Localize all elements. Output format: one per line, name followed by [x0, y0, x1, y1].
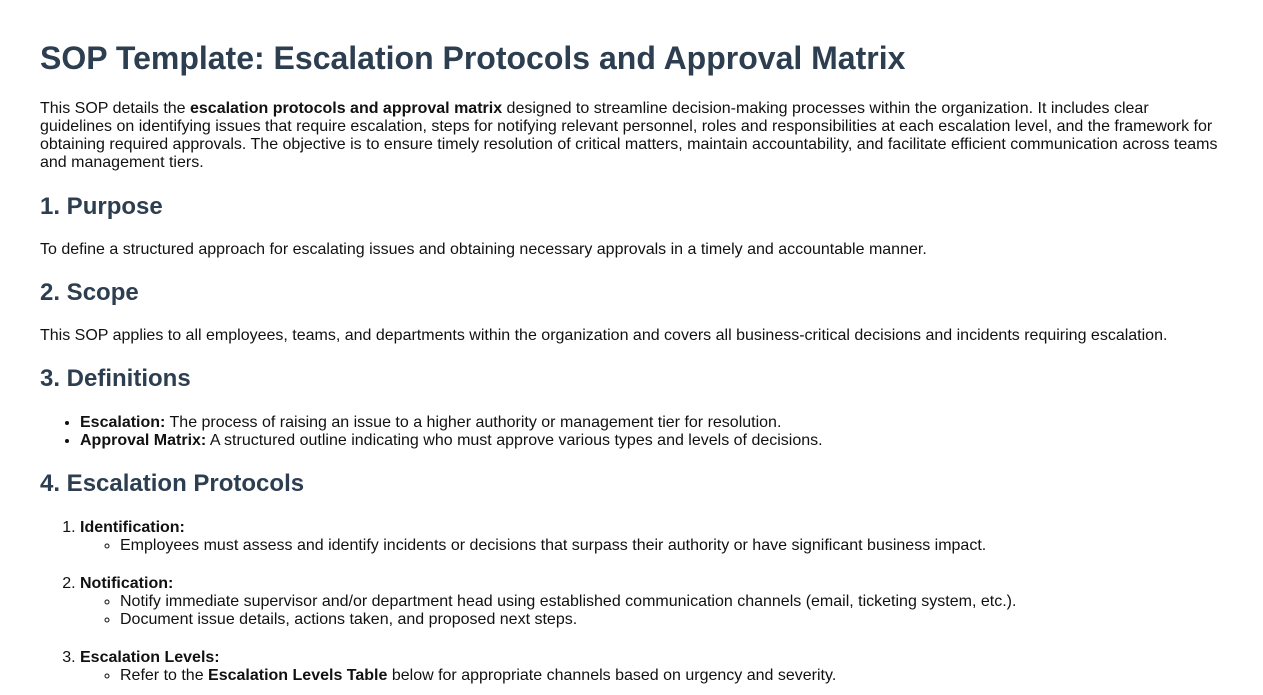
purpose-heading: 1. Purpose	[40, 193, 163, 220]
protocol-title: Escalation Levels:	[80, 649, 220, 666]
definitions-list	[40, 414, 1223, 450]
intro-bold-phrase: escalation protocols and approval matrix	[190, 100, 503, 117]
protocol-sublist	[80, 593, 1223, 629]
protocol-item-identification	[80, 519, 1223, 555]
definition-text: The process of raising an issue to a higher authority or management tier for resolution.	[165, 414, 782, 431]
protocol-item-escalation-levels	[80, 649, 1223, 685]
protocol-title: Identification:	[80, 519, 185, 536]
protocol-subitem: ◦ Document issue details, actions taken, and proposed next steps.	[120, 611, 1223, 629]
subitem-text-start: Refer to the	[120, 667, 209, 684]
protocol-subitem: ◦ Employees must assess and identify incidents or decisions that surpass their authority or have significant business impact.	[120, 537, 1223, 555]
page-title: SOP Template: Escalation Protocols and Approval Matrix	[40, 40, 906, 76]
definition-item-approval-matrix	[80, 432, 1223, 450]
definition-text: A structured outline indicating who must approve various types and levels of decisions.	[206, 432, 823, 449]
definition-term: Approval Matrix:	[80, 432, 207, 449]
intro-paragraph	[40, 100, 1223, 172]
definition-item-escalation	[80, 414, 1223, 432]
protocol-sublist	[80, 537, 1223, 555]
subitem-text-end: below for appropriate channels based on urgency and severity.	[387, 667, 837, 684]
scope-heading: 2. Scope	[40, 279, 139, 306]
intro-text-start: This SOP details the	[40, 100, 190, 117]
escalation-levels-table-reference: Escalation Levels Table	[208, 667, 388, 684]
purpose-text: To define a structured approach for escalating issues and obtaining necessary approvals in a timely and accountable manner.	[40, 241, 927, 258]
protocols-heading: 4. Escalation Protocols	[40, 470, 305, 497]
protocol-title: Notification:	[80, 575, 174, 592]
intro-text-end: designed to streamline decision-making processes within the organization. It includes clear guidelines on identifying issues that require escalation, steps for notifying relevant personnel, roles and responsibilities at each escalation level, and the framework for obtaining required approvals. The objective is to ensure timely resolution of critical matters, maintain accountability, and facilitate efficient communication across teams and management tiers.	[40, 100, 1218, 171]
definitions-heading: 3. Definitions	[40, 365, 191, 392]
protocol-subitem: ◦ Notify immediate supervisor and/or department head using established communication channels (email, ticketing system, etc.).	[120, 593, 1223, 611]
protocol-subitem	[120, 667, 1223, 685]
definition-term: Escalation:	[80, 414, 166, 431]
scope-text: This SOP applies to all employees, teams, and departments within the organization and covers all business-critical decisions and incidents requiring escalation.	[40, 327, 1168, 344]
protocols-list	[40, 519, 1223, 685]
protocol-sublist	[80, 667, 1223, 685]
protocol-item-notification	[80, 575, 1223, 629]
